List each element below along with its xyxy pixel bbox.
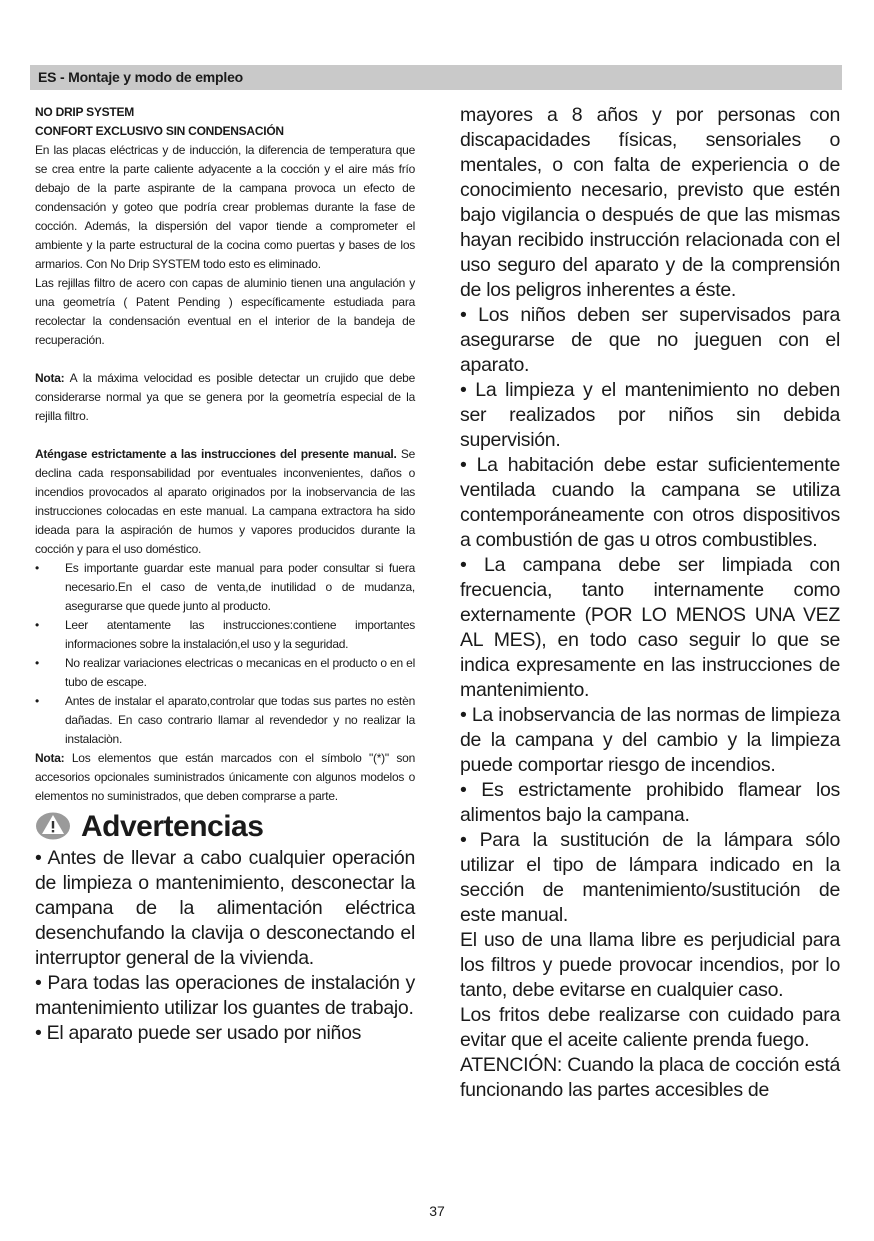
warning-item: • Para todas las operaciones de instalación y mantenimiento utilizar los guantes de trabajo. xyxy=(35,972,415,1019)
page-number: 37 xyxy=(429,1203,445,1219)
instructions-list xyxy=(35,559,415,749)
warning-item: • Los niños deben ser supervisados para asegurarse de que no jueguen con el aparato. xyxy=(460,304,840,376)
warning-item: • La inobservancia de las normas de limpieza de la campana y del cambio y la limpieza puede comportar riesgo de incendios. xyxy=(460,704,840,776)
list-item: • Leer atentamente las instrucciones:contiene importantes informaciones sobre la instalación,el uso y la seguridad. xyxy=(35,616,415,654)
instructions-bold: Aténgase estrictamente a las instrucciones del presente manual. xyxy=(35,447,397,461)
warnings-left xyxy=(35,846,415,1046)
paragraph-filters: Las rejillas filtro de acero con capas de aluminio tienen una angulación y una geometría ( Patent Pending ) específicamente estudiada para recolectar la condensación eventual en el interior de la bandeja de recuperación. xyxy=(35,276,415,347)
heading-confort: CONFORT EXCLUSIVO SIN CONDENSACIÓN xyxy=(35,124,284,138)
warnings-heading xyxy=(35,806,415,846)
right-column xyxy=(460,103,840,1103)
heading-no-drip: NO DRIP SYSTEM xyxy=(35,105,134,119)
warning-item: • Antes de llevar a cabo cualquier operación de limpieza o mantenimiento, desconectar la campana de la alimentación eléctrica desenchufando la clavija o desconectando el interruptor general de la vivienda. xyxy=(35,847,415,969)
note-optional-elements xyxy=(35,749,415,806)
warning-item: • La habitación debe estar suficientemente ventilada cuando la campana se utiliza contemporáneamente con otros dispositivos a combustión de gas u otros combustibles. xyxy=(460,454,840,551)
list-item: • No realizar variaciones electricas o mecanicas en el producto o en el tubo de escape. xyxy=(35,654,415,692)
warning-item: • El aparato puede ser usado por niños xyxy=(35,1022,362,1044)
warning-item: • Es estrictamente prohibido flamear los alimentos bajo la campana. xyxy=(460,779,840,826)
note-noise xyxy=(35,369,415,426)
warning-item: Los fritos debe realizarse con cuidado para evitar que el aceite caliente prenda fuego. xyxy=(460,1004,840,1051)
note-label: Nota: xyxy=(35,371,65,385)
note-text: Los elementos que están marcados con el símbolo "(*)" son accesorios opcionales suministrados únicamente con algunos modelos o elementos no suministrados, que deben comprarse a parte. xyxy=(35,751,415,803)
list-item: • Es importante guardar este manual para poder consultar si fuera necesario.En el caso de venta,de inutilidad o de mudanza, asegurarse que quede junto al producto. xyxy=(35,559,415,616)
warning-item: • La limpieza y el mantenimiento no deben ser realizados por niños sin debida supervisión. xyxy=(460,379,840,451)
list-item: • Antes de instalar el aparato,controlar que todas sus partes no estèn dañadas. En caso contrario llamar al revendedor y no realizar la instalaciòn. xyxy=(35,692,415,749)
left-column xyxy=(35,103,415,1046)
note-text: A la máxima velocidad es posible detectar un crujido que debe considerarse normal ya que se genera por la geometría especial de la rejilla filtro. xyxy=(35,371,415,423)
instructions-text: Se declina cada responsabilidad por eventuales inconvenientes, daños o incendios provocados al aparato originados por la inobservancia de las instrucciones colocadas en este manual. La campana extractora ha sido ideada para la aspiración de humos y vapores producidos durante la cocción y para el uso doméstico. xyxy=(35,447,415,556)
warning-item: ATENCIÓN: Cuando la placa de cocción está funcionando las partes accesibles de xyxy=(460,1054,840,1101)
paragraph-instructions xyxy=(35,445,415,559)
warning-item: • Para la sustitución de la lámpara sólo utilizar el tipo de lámpara indicado en la sección de mantenimiento/sustitución de este manual. xyxy=(460,829,840,926)
warning-item: • La campana debe ser limpiada con frecuencia, tanto internamente como externamente (POR LO MENOS UNA VEZ AL MES), en todo caso seguir lo que se indica expresamente en las instrucciones de mantenimiento. xyxy=(460,554,840,701)
warning-item: mayores a 8 años y por personas con discapacidades físicas, sensoriales o mentales, o con falta de experiencia o de conocimiento necesario, previsto que estén bajo vigilancia o después de que las mismas hayan recibido instrucción relacionada con el uso seguro del aparato y de la comprensión de los peligros inherentes a éste. xyxy=(460,104,840,301)
warning-icon xyxy=(35,811,71,841)
warning-item: El uso de una llama libre es perjudicial para los filtros y puede provocar incendios, por lo tanto, debe evitarse en cualquier caso. xyxy=(460,929,840,1001)
section-header: ES - Montaje y modo de empleo xyxy=(30,65,842,90)
note-label: Nota: xyxy=(35,751,65,765)
warnings-title: Advertencias xyxy=(81,809,264,843)
paragraph-condensation: En las placas eléctricas y de inducción, la diferencia de temperatura que se crea entre la parte caliente adyacente a la cocción y el aire más frío debajo de la parte aspirante de la campana provoca un efecto de condensación y goteo que podría crear problemas durante la fase de cocción. Además, la dispersión del vapor tiende a comprometer el ambiente y la parte estructural de la cocina como puertas y bases de los armarios. Con No Drip SYSTEM todo esto es eliminado. xyxy=(35,143,415,271)
